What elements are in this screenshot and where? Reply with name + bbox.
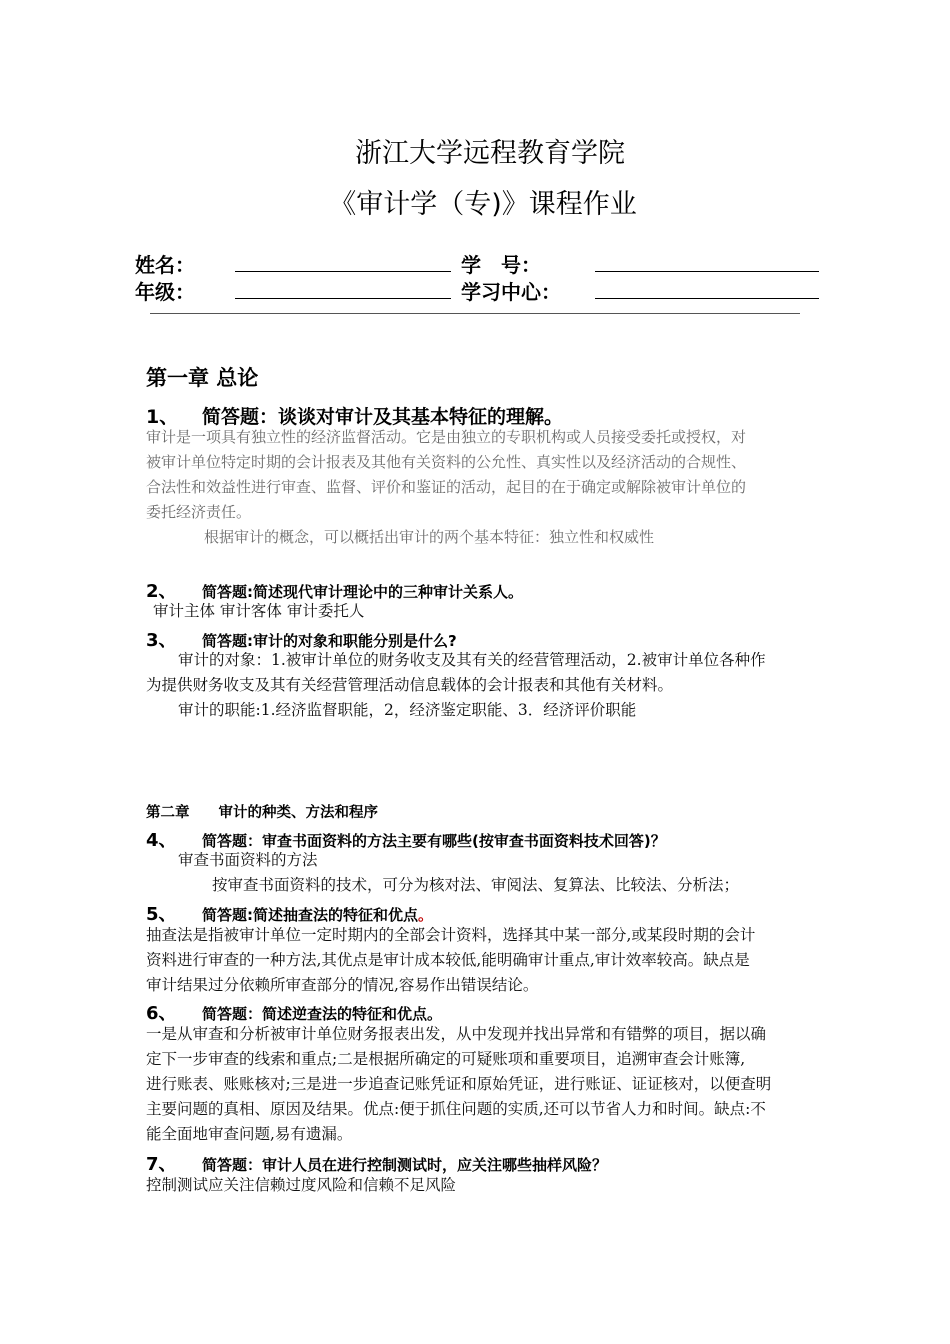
- answer-6-line: 一是从审查和分析被审计单位财务报表出发，从中发现并找出异常和有错弊的项目，据以确: [146, 1025, 767, 1043]
- answer-6-line: 能全面地审查问题,易有遗漏。: [146, 1125, 353, 1143]
- answer-3: [146, 648, 808, 723]
- answer-1-line: 被审计单位特定时期的会计报表及其他有关资料的公允性、真实性以及经济活动的合规性、: [146, 453, 747, 471]
- answer-7: 控制测试应关注信赖过度风险和信赖不足风险: [146, 1176, 457, 1194]
- chapter1-heading: 第一章 总论: [146, 366, 259, 390]
- answer-5: [146, 923, 808, 998]
- answer-6-line: 定下一步审查的线索和重点;二是根据所确定的可疑账项和重要项目，追溯审查会计账簿,: [146, 1050, 746, 1068]
- question-1-text: 简答题：谈谈对审计及其基本特征的理解。: [202, 406, 564, 428]
- learning-center-field-line[interactable]: [595, 298, 819, 299]
- question-3-number: 3、: [146, 630, 177, 651]
- student-id-field-line[interactable]: [595, 271, 819, 272]
- answer-3-line: 审计的对象：1.被审计单位的财务收支及其有关的经营管理活动，2.被审计单位各种作: [178, 651, 766, 669]
- answer-3-extra: 审计的职能:1.经济监督职能，2，经济鉴定职能、3．经济评价职能: [178, 701, 637, 719]
- answer-5-line: 审计结果过分依赖所审查部分的情况,容易作出错误结论。: [146, 976, 539, 994]
- answer-4-line2: 按审查书面资料的技术，可分为核对法、审阅法、复算法、比较法、分析法；: [212, 876, 740, 894]
- school-title: 浙江大学远程教育学院: [355, 138, 625, 169]
- grade-field-line[interactable]: [235, 298, 451, 299]
- question-7-text: 简答题：审计人员在进行控制测试时，应关注哪些抽样风险？: [202, 1156, 608, 1174]
- question-6-number: 6、: [146, 1003, 177, 1024]
- question-3-text: 简答题:审计的对象和职能分别是什么?: [202, 632, 457, 650]
- answer-4-line1: 审查书面资料的方法: [178, 851, 318, 869]
- grade-label: 年级：: [135, 280, 195, 304]
- answer-1-line: 审计是一项具有独立性的经济监督活动。它是由独立的专职机构或人员接受委托或授权，对: [146, 428, 747, 446]
- answer-1-line: 委托经济责任。: [146, 503, 252, 521]
- answer-5-line: 资料进行审查的一种方法,其优点是审计成本较低,能明确审计重点,审计效率较高。缺点是: [146, 951, 750, 969]
- question-4-text: 简答题：审查书面资料的方法主要有哪些(按审查书面资料技术回答)？: [202, 832, 666, 850]
- question-4-number: 4、: [146, 830, 177, 851]
- answer-3-line: 为提供财务收支及其有关经营管理活动信息载体的会计报表和其他有关材料。: [146, 676, 674, 694]
- question-7-number: 7、: [146, 1154, 177, 1175]
- question-5-number: 5、: [146, 904, 177, 925]
- course-title: 《审计学（专)》课程作业: [329, 189, 637, 220]
- answer-1: [146, 425, 808, 550]
- answer-1-extra: 根据审计的概念，可以概括出审计的两个基本特征：独立性和权威性: [204, 528, 655, 546]
- question-5-end-mark: 。: [418, 906, 434, 924]
- answer-2: 审计主体 审计客体 审计委托人: [153, 602, 365, 620]
- answer-5-line: 抽查法是指被审计单位一定时期内的全部会计资料，选择其中某一部分,或某段时期的会计: [146, 926, 756, 944]
- answer-1-line: 合法性和效益性进行审查、监督、评价和鉴证的活动，起目的在于确定或解除被审计单位的: [146, 478, 747, 496]
- question-6-text: 简答题：简述逆查法的特征和优点。: [202, 1005, 443, 1023]
- answer-6-line: 主要问题的真相、原因及结果。优点:便于抓住问题的实质,还可以节省人力和时间。缺点:不: [146, 1100, 766, 1118]
- question-2-number: 2、: [146, 581, 177, 602]
- learning-center-label: 学习中心：: [461, 280, 561, 304]
- question-5-text: 简答题:简述抽查法的特征和优点: [202, 906, 419, 924]
- answer-6: [146, 1022, 808, 1147]
- question-1-number: 1、: [146, 406, 179, 428]
- separator-rule: [150, 313, 800, 314]
- name-field-line[interactable]: [235, 271, 451, 272]
- chapter2-heading: 第二章 审计的种类、方法和程序: [146, 805, 378, 821]
- answer-6-line: 进行账表、账账核对;三是进一步追查记账凭证和原始凭证，进行账证、证证核对，以便查明: [146, 1075, 772, 1093]
- question-2-text: 简答题:简述现代审计理论中的三种审计关系人。: [202, 583, 524, 601]
- student-id-label: 学 号：: [461, 253, 541, 277]
- name-label: 姓名：: [135, 253, 195, 277]
